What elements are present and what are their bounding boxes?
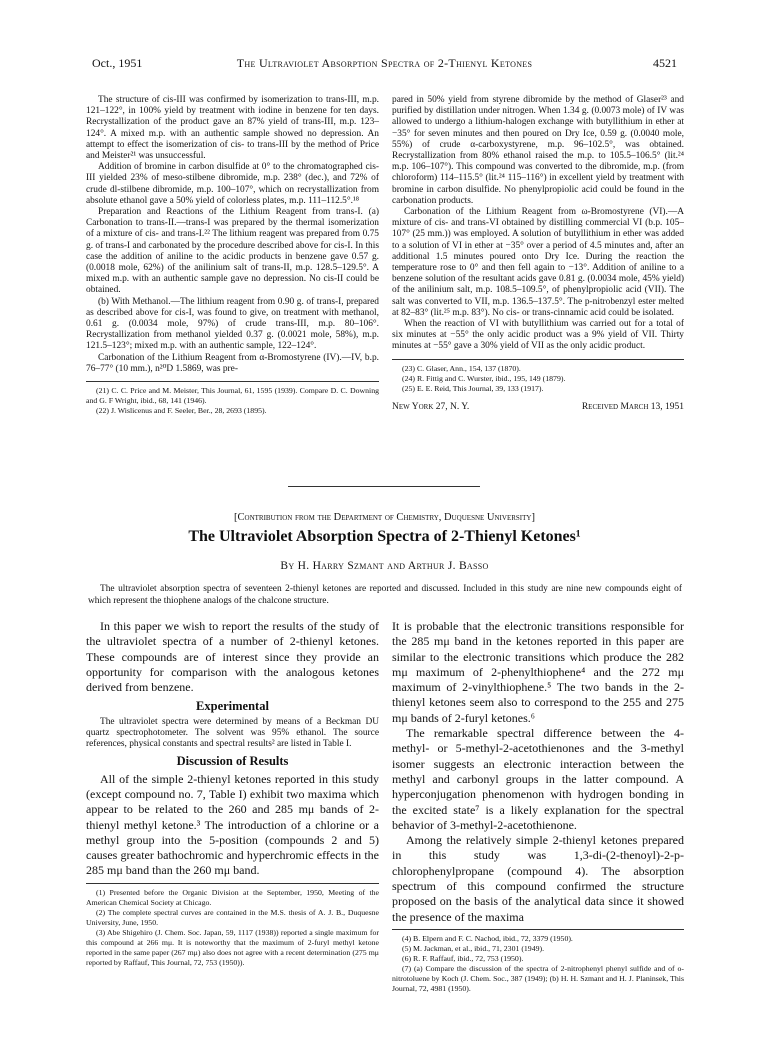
footnotes <box>86 883 379 968</box>
address-line <box>392 402 684 413</box>
footnotes <box>392 929 684 994</box>
paragraph: When the reaction of VI with butyllithium was carried out for a total of six minutes at −55° the only acidic product was a 9% yield of VII. Thirty minutes at −55° gave a 30% yield of VII as the only acidic product. <box>392 319 684 352</box>
discussion-paragraph: All of the simple 2-thienyl ketones reported in this study (except compound no. 7, Table I) exhibit two maxima which appear to be related to the 260 and 285 mμ bands of 2-thienyl methyl ketone.³ The introduction of a chlorine or a methyl group into the 5-position (compounds 2 and 5) causes greater bathochromic and hyperchromic effects in the 285 mμ band than the 260 mμ band. <box>86 771 379 878</box>
footnote: (6) R. F. Raffauf, ibid., 72, 753 (1950). <box>402 953 524 963</box>
footnote: (4) B. Elpern and F. C. Nachod, ibid., 72, 3379 (1950). <box>402 933 573 943</box>
body-column-right <box>392 619 684 994</box>
footnote: (25) E. E. Reid, This Journal, 39, 133 (1917). <box>402 383 544 393</box>
body-column-left <box>86 619 379 968</box>
contribution-line: [Contribution from the Department of Chemistry, Duquesne University] <box>234 512 535 523</box>
article-title: The Ultraviolet Absorption Spectra of 2-Thienyl Ketones¹ <box>188 528 581 545</box>
experimental-paragraph: The ultraviolet spectra were determined by means of a Beckman DU quartz spectrophotometer. The solvent was 95% ethanol. The source references, physical constants and spectral results² are listed in Table I. <box>86 716 379 750</box>
intro-paragraph: In this paper we wish to report the results of the study of the ultraviolet spectra of a number of 2-thienyl ketones. These compounds are of interest since they provide an opportunity for comparison with the analogous ketones derived from benzene. <box>86 619 379 695</box>
paragraph: The remarkable spectral difference between the 4-methyl- or 5-methyl-2-acetothienones and the 3-methyl isomer suggests an electronic interaction between the methyl and carbonyl groups in the latter compound. A hyperconjugation phenomenon with hydrogen bonding in the excited state⁷ is a likely explanation for the spectral behavior of 3-methyl-2-acetothienone. <box>392 726 684 832</box>
paragraph: Carbonation of the Lithium Reagent from α-Bromostyrene (IV).—IV, b.p. 76–77° (10 mm.), n²⁰D 1.5869, was pre- <box>86 352 379 374</box>
author-address: New York 27, N. Y. <box>392 401 470 412</box>
prev-article-column-left <box>86 95 379 416</box>
paragraph: pared in 50% yield from styrene dibromide by the method of Glaser²³ and purified by distillation under nitrogen. When 1.34 g. (0.0073 mole) of IV was allowed to undergo a lithium-halogen exchange with butyllithium in ether at −35° for seven minutes and then poured on Dry Ice, 0.59 g. (0.0040 mole, 55%) of crude α-carboxystyrene, m.p. 96–102.5°, was obtained. Recrystallization from 80% ethanol raised the m.p. to 105.5–106.5° (lit.²⁴ m.p. 106–107°). This compound was converted to the dibromide, m.p. (from chloroform) 114–115.5° (lit.²⁴ 115–116°) in excellent yield by treatment with bromine in carbon disulfide. No phenylpropiolic acid could be found in the carbonation products. <box>392 95 684 206</box>
paragraph: Preparation and Reactions of the Lithium Reagent from trans-I. (a) Carbonation to trans-II.—trans-I was prepared by the thermal isomerization of a mixture of cis- and trans-I.²² The lithium reagent was prepared from 0.75 g. of trans-I and carbonated by the procedure described above for cis-I. In this case the addition of aniline to the acidic products in benzene gave 0.57 g. (0.0018 mole, 62%) of the anilinium salt of trans-II, m.p. 128.5–129.5°. A mixed m.p. with an authentic sample gave no depression. No cis-II could be obtained. <box>86 207 379 296</box>
footnote: (3) Abe Shigehiro (J. Chem. Soc. Japan, 59, 1117 (1938)) reported a single maximum for this compound at 266 mμ. It is noteworthy that the maximum of 2-furyl methyl ketone reported in the same paper (267 mμ) also does not agree with a recent determination (275 mμ reported by Raffauf, This Journal, 72, 753 (1950)). <box>86 927 379 967</box>
paragraph: (b) With Methanol.—The lithium reagent from 0.90 g. of trans-I, prepared as described above for cis-I, was found to give, on treatment with methanol, 0.61 g. (0.0034 mole, 97%) of crude trans-III, m.p. 80–106°. Recrystallization from methanol yielded 0.37 g. (0.0021 mole, 58%), m.p. 121.5–123°; mixed m.p. with an authentic sample, 122–124°. <box>86 296 379 352</box>
paragraph: Among the relatively simple 2-thienyl ketones prepared in this study was 1,3-di-(2-thenoyl)-2-p-chlorophenylpropane (compound 4). The absorption spectrum of this compound confirmed the structure proposed on the basis of the analytical data since it showed the presence of the maxima <box>392 833 684 924</box>
prev-article-column-right <box>392 95 684 413</box>
footnote: (2) The complete spectral curves are contained in the M.S. thesis of A. J. B., Duquesne University, June, 1950. <box>86 907 379 927</box>
footnote: (1) Presented before the Organic Division at the September, 1950, Meeting of the American Chemical Society at Chicago. <box>86 887 379 907</box>
section-heading-experimental: Experimental <box>196 699 269 714</box>
received-date: Received March 13, 1951 <box>581 401 684 412</box>
footnote: (7) (a) Compare the discussion of the spectra of 2-nitrophenyl phenyl sulfide and of o-nitrotoluene by Koch (J. Chem. Soc., 387 (1949); (b) H. H. Szmant and H. J. Planinsek, This Journal, 72, 4981 (1950). <box>392 963 684 993</box>
paragraph: The structure of cis-III was confirmed by isomerization to trans-III, m.p. 121–122°, in 100% yield by treatment with iodine in benzene for ten days. Recrystallization of the product gave an 87% yield of trans-III, m.p. 123–124°. A mixed m.p. with an authentic sample showed no depression. An attempt to effect the isomerization of cis- to trans-III by the method of Price and Meister²¹ was unsuccessful. <box>86 95 379 162</box>
header-page-number: 4521 <box>653 56 677 70</box>
article-authors: By H. Harry Szmant and Arthur J. Basso <box>280 560 489 572</box>
footnote: (24) R. Fittig and C. Wurster, ibid., 195, 149 (1879). <box>402 373 566 383</box>
footnote: (23) C. Glaser, Ann., 154, 137 (1870). <box>402 363 521 373</box>
section-divider <box>288 486 480 487</box>
paragraph: Addition of bromine in carbon disulfide at 0° to the chromatographed cis-III yielded 23% of meso-stilbene dibromide, m.p. 238° (dec.), and 72% of crude dl-stilbene dibromide, m.p. 100–107°, which on recrystallization from absolute ethanol gave a 50% yield of colorless plates, m.p. 111–112.5°.¹⁸ <box>86 162 379 206</box>
header-title: The Ultraviolet Absorption Spectra of 2-Thienyl Ketones <box>236 56 533 70</box>
footnote: (5) M. Jackman, et al., ibid., 71, 2301 (1949). <box>402 943 545 953</box>
footnotes <box>86 381 379 416</box>
paragraph: Carbonation of the Lithium Reagent from ω-Bromostyrene (VI).—A mixture of cis- and trans-VI obtained by distilling commercial VI (b.p. 105–107° (25 mm.)) was employed. A solution of butyllithium in ether was added to a solution of VI in ether at −35° over a period of 4.5 minutes and, after an additional 1.5 minutes poured onto Dry Ice. During the reaction the temperature rose to 0° and then fell again to −13°. Addition of aniline to a benzene solution of the resultant acids gave 0.81 g. (0.0034 mole, 45% yield) of the anilinium salt, m.p. 108.5–109.5°, of phenylpropiolic acid (VII). The salt was converted to VII, m.p. 136.5–137.5°. The p-nitrobenzyl ester melted at 82–83° (lit.²⁵ m.p. 83°). No cis- or trans-cinnamic acid could be isolated. <box>392 207 684 318</box>
abstract: The ultraviolet absorption spectra of seventeen 2-thienyl ketones are reported and discussed. Included in this study are nine new compounds eight of which represent the thiophene analogs of the chalcone structure. <box>88 584 682 606</box>
running-header <box>0 56 769 72</box>
section-heading-discussion: Discussion of Results <box>176 754 289 769</box>
header-date: Oct., 1951 <box>92 56 143 70</box>
footnotes <box>392 359 684 394</box>
footnote: (21) C. C. Price and M. Meister, This Journal, 61, 1595 (1939). Compare D. C. Downing and G. F Wright, ibid., 68, 141 (1946). <box>86 386 379 406</box>
footnote: (22) J. Wislicenus and F. Seeler, Ber., 28, 2693 (1895). <box>96 406 267 416</box>
paragraph: It is probable that the electronic transitions responsible for the 285 mμ band in the ketones reported in this paper are similar to the electronic transitions which produce the 282 mμ maximum of 2-phenylthiophene⁴ and the 272 mμ maximum of 2-vinylthiophene.⁵ The two bands in the 2-thienyl ketones seem also to correspond to the 255 and 275 mμ bands of 2-furyl ketones.⁶ <box>392 619 684 725</box>
